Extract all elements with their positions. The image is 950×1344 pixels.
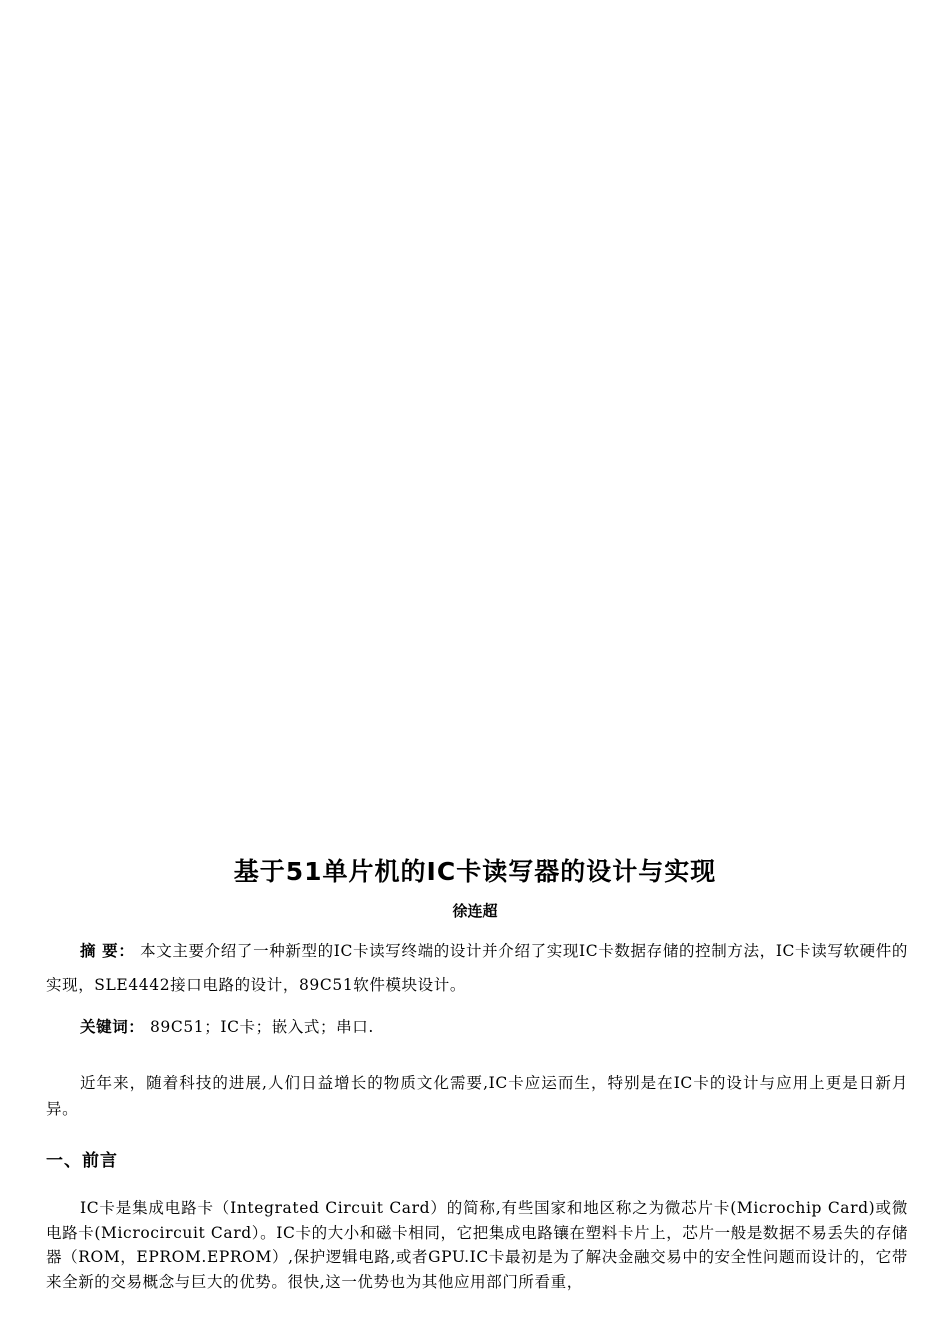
abstract-label: 摘 要： xyxy=(80,942,135,960)
author-name: 徐连超 xyxy=(452,902,498,920)
document-title: 基于51单片机的IC卡读写器的设计与实现 xyxy=(233,857,717,886)
abstract-paragraph xyxy=(46,934,908,1002)
abstract-text: 本文主要介绍了一种新型的IC卡读写终端的设计并介绍了实现IC卡数据存储的控制方法，IC卡读写软硬件的实现，SLE4442接口电路的设计，89C51软件模块设计。 xyxy=(46,942,909,994)
section-heading-preface: 一、前言 xyxy=(46,1151,118,1171)
intro-paragraph: 近年来，随着科技的进展,人们日益增长的物质文化需要,IC卡应运而生，特别是在IC卡的设计与应用上更是日新月异。 xyxy=(46,1074,908,1118)
keywords-text: 89C51；IC卡；嵌入式；串口. xyxy=(149,1018,374,1036)
preface-paragraph: IC卡是集成电路卡（Integrated Circuit Card）的简称,有些国家和地区称之为微芯片卡(Microchip Card)或微电路卡(Microcircuit Card）。IC卡的大小和磁卡相同，它把集成电路镶在塑料卡片上，芯片一般是数据不易丢失的存储器（ROM，EPROM.EPROM）,保护逻辑电路,或者GPU.IC卡最初是为了解决金融交易中的安全性问题而设计的，它带来全新的交易概念与巨大的优势。很快,这一优势也为其他应用部门所看重， xyxy=(46,1199,908,1291)
keywords-paragraph xyxy=(46,1010,908,1044)
keywords-label: 关键词： xyxy=(80,1018,145,1036)
